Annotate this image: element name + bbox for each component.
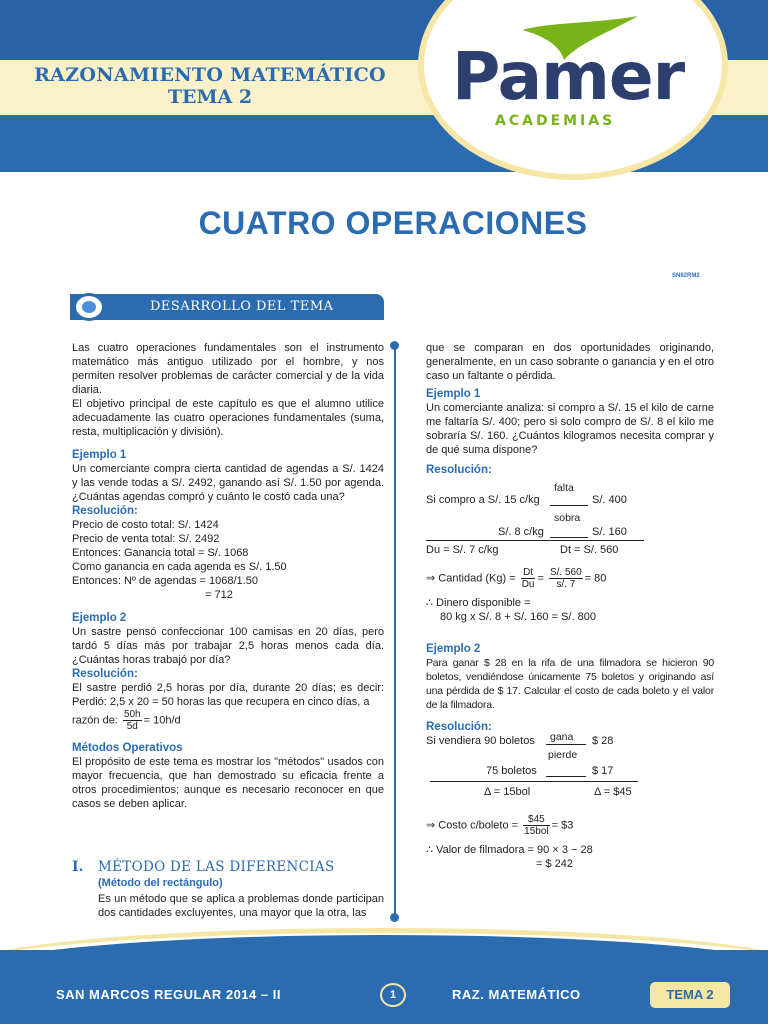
fraction-denominator: 15bol <box>524 826 549 837</box>
methods-text: El propósito de este tema es mostrar los "métodos" usados con mayor frecuencia, que han demostrado su eficacia frente a otros procedimientos; aunque es necesario reconocer en que casos se deben aplicar. <box>72 756 384 810</box>
column-divider <box>394 345 396 917</box>
header-topic: TEMA 2 <box>167 86 253 108</box>
methods-heading: Métodos Operativos <box>72 742 183 754</box>
example-2-text: Un sastre pensó confeccionar 100 camisas en 20 días, pero tardó 5 días más por trabajar 2,5 horas menos cada día. ¿Cuántas horas trabajó por día? <box>72 626 384 666</box>
logo-subtitle: ACADEMIAS <box>495 113 616 129</box>
scheme-dt: Dt = S/. 560 <box>560 544 619 556</box>
example-2-resolution: El sastre perdió 2,5 horas por día, durante 20 días; es decir: Perdió: 2,5 x 20 = 50 horas las que recupera en cinco días, a <box>72 682 384 708</box>
scheme-label-falta: falta <box>554 482 574 494</box>
fraction-numerator: $45 <box>523 814 549 826</box>
scheme-label-sobra: sobra <box>554 512 581 524</box>
divider-dot-bottom <box>390 913 399 922</box>
scheme-label-gana: gana <box>550 731 574 743</box>
example-1-heading: Ejemplo 1 <box>72 449 127 461</box>
value-line-2: = $ 242 <box>536 858 574 870</box>
example-1-heading: Ejemplo 1 <box>426 388 481 400</box>
footer-course: RAZ. MATEMÁTICO <box>452 987 581 1002</box>
intro-paragraph: Las cuatro operaciones fundamentales son el instrumento matemático más antiguo utilizado por el hombre, y nos permiten resolver problemas de carácter comercial y de la vida diaria. <box>72 342 384 396</box>
section-bullet-inner <box>82 301 96 313</box>
footer-edition: SAN MARCOS REGULAR 2014 – II <box>56 987 281 1002</box>
scheme-label-pierde: pierde <box>548 749 578 761</box>
scheme-arrow-1 <box>546 744 586 745</box>
logo: Pamer <box>452 38 685 115</box>
resolution-line: Entonces: Nº de agendas = 1068/1.50 <box>72 575 258 587</box>
value-line-1: ∴ Valor de filmadora = 90 × 3 − 28 <box>426 844 593 856</box>
scheme-row-1-right: $ 28 <box>592 735 614 747</box>
page-title: CUATRO OPERACIONES <box>198 205 588 241</box>
money-line-1: ∴ Dinero disponible = <box>426 597 531 609</box>
method-number: I. <box>72 859 84 875</box>
quantity-fraction-2 <box>549 567 583 590</box>
header-subject: RAZONAMIENTO MATEMÁTICO <box>34 64 386 86</box>
fraction-numerator: S/. 560 <box>549 567 582 578</box>
scheme-row-2-left: S/. 8 c/kg <box>498 526 544 538</box>
fraction-denominator: 5d <box>126 721 138 732</box>
resolution-heading: Resolución: <box>72 505 138 517</box>
scheme-row-2-right: $ 17 <box>592 765 614 777</box>
resolution-line: Precio de costo total: S/. 1424 <box>72 519 219 531</box>
rate-result: = 10h/d <box>143 714 181 727</box>
method-title: MÉTODO DE LAS DIFERENCIAS <box>98 859 335 875</box>
scheme-delta-right: Δ = $45 <box>594 786 632 798</box>
scheme-row-1-right: S/. 400 <box>592 494 627 506</box>
scheme-arrow-1 <box>550 505 588 506</box>
example-2-heading: Ejemplo 2 <box>72 612 127 624</box>
resolution-line: Entonces: Ganancia total = S/. 1068 <box>72 547 249 559</box>
resolution-line: Precio de venta total: S/. 2492 <box>72 533 220 545</box>
resolution-heading: Resolución: <box>426 721 492 733</box>
right-column <box>426 341 714 871</box>
resolution-line: Como ganancia en cada agenda es S/. 1.50 <box>72 561 287 573</box>
money-line-2: 80 kg x S/. 8 + S/. 160 = S/. 800 <box>440 611 596 623</box>
example-2-heading: Ejemplo 2 <box>426 643 481 655</box>
document-code: SNII2RM2 <box>672 273 700 279</box>
rate-fraction <box>123 709 142 732</box>
differences-scheme-1 <box>426 477 714 559</box>
scheme-delta-left: Δ = 15bol <box>484 786 531 798</box>
cost-fraction <box>523 814 549 837</box>
scheme-arrow-2 <box>546 776 586 777</box>
quantity-formula: ⇒ Cantidad (Kg) = $\frac{Dt}{Du}$ = $\frac{S/. 560}{s/. 7}$ = 80 <box>426 567 607 590</box>
cost-label: ⇒ Costo c/boleto = <box>426 819 519 832</box>
cost-formula <box>426 814 714 837</box>
differences-scheme-2 <box>426 731 714 806</box>
resolution-heading: Resolución: <box>72 668 138 680</box>
scheme-row-1-left: Si compro a S/. 15 c/kg <box>426 494 540 506</box>
page-number: 1 <box>380 983 406 1007</box>
divider-dot-top <box>390 341 399 350</box>
example-1-text: Un comerciante analiza: si compro a S/. 15 el kilo de carne me faltaría S/. 400; pero si solo compro de S/. 8 el kilo me sobraría S/. 160. ¿Cuántos kilogramos necesita comprar y de qué suma dispone? <box>426 402 714 456</box>
scheme-row-2-left: 75 boletos <box>486 765 537 777</box>
left-column <box>72 341 384 811</box>
example-2-rate <box>72 709 384 732</box>
objective-paragraph: El objetivo principal de este capítulo es que el alumno utilice adecuadamente las cuatro operaciones fundamentales (suma, resta, multiplicación y división). <box>72 398 384 438</box>
fraction-denominator: s/. 7 <box>556 579 576 590</box>
quantity-fraction-1 <box>521 567 536 590</box>
scheme-arrow-2 <box>550 537 588 538</box>
footer-topic-badge: TEMA 2 <box>650 982 730 1008</box>
scheme-total-line <box>426 540 644 541</box>
scheme-row-2-right: S/. 160 <box>592 526 627 538</box>
fraction-numerator: 50h <box>123 709 141 720</box>
scheme-total-line <box>430 781 638 782</box>
continued-text: que se comparan en dos oportunidades originando, generalmente, en un caso sobrante o ganancia y en el otro caso un faltante o pérdida. <box>426 342 714 382</box>
fraction-denominator: Du <box>521 579 535 590</box>
resolution-heading: Resolución: <box>426 464 492 476</box>
fraction-numerator: Dt <box>521 567 536 579</box>
example-2-text: Para ganar $ 28 en la rifa de una filmadora se hicieron 90 boletos, vendiéndose únicamente 75 boletos y originando así una pérdida de $ 17. Calcular el costo de cada boleto y el valor de la filmadora. <box>426 657 714 711</box>
example-1-text: Un comerciante compra cierta cantidad de agendas a S/. 1424 y las vende todas a S/. 2492, ganando así S/. 1.50 por agenda. ¿Cuántas agendas compró y cuánto le costó cada una? <box>72 463 384 503</box>
scheme-du: Du = S/. 7 c/kg <box>426 544 499 556</box>
method-body: Es un método que se aplica a problemas donde participan dos cantidades excluyentes, una mayor que la otra, las <box>98 893 384 919</box>
quantity-result: = 80 <box>584 572 607 585</box>
method-subtitle: (Método del rectángulo) <box>98 877 223 889</box>
cost-result: = $3 <box>551 819 574 832</box>
quantity-label: ⇒ Cantidad (Kg) = <box>426 572 516 585</box>
section-title: DESARROLLO DEL TEMA <box>150 299 334 314</box>
rate-label: razón de: <box>72 714 118 727</box>
scheme-row-1-left: Si vendiera 90 boletos <box>426 735 535 747</box>
resolution-line: = 712 <box>205 589 233 601</box>
